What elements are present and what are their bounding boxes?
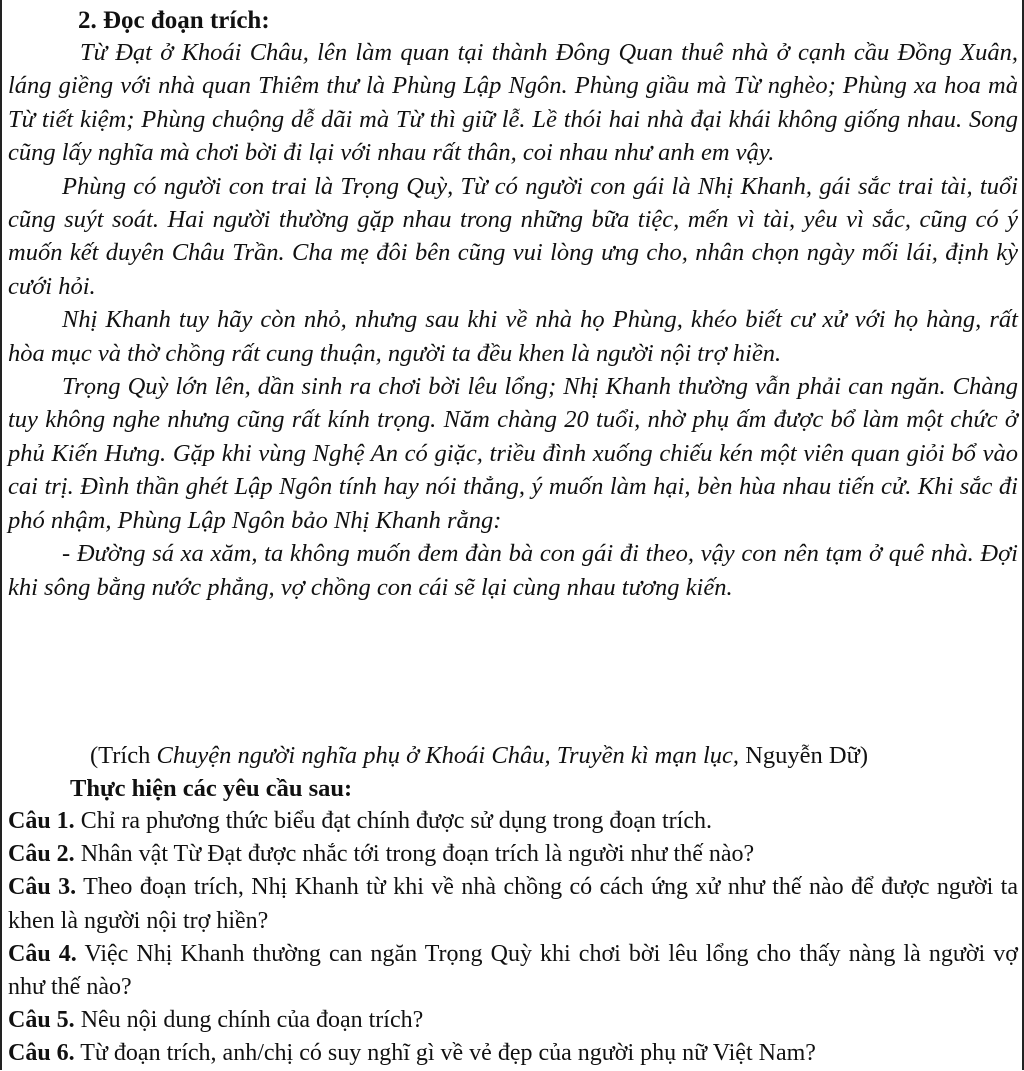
question-text: Từ đoạn trích, anh/chị có suy nghĩ gì về vẻ đẹp của người phụ nữ Việt Nam? — [74, 1040, 816, 1067]
citation-work: Chuyện người nghĩa phụ ở Khoái Châu, Truyền kì mạn lục, — [156, 742, 740, 769]
passage-paragraph-4: Trọng Quỳ lớn lên, dần sinh ra chơi bời lêu lổng; Nhị Khanh thường vẫn phải can ngăn. Chàng tuy không nghe nhưng cũng rất kính trọng. Năm chàng 20 tuổi, nhờ phụ ấm được bổ làm một chức ở phủ Kiến Hưng. Gặp khi vùng Nghệ An có giặc, triều đình xuống chiếu kén một viên quan giỏi bổ vào cai trị. Đình thần ghét Lập Ngôn tính hay nói thẳng, ý muốn làm hại, bèn hùa nhau tiến cử. Khi sắc đi phó nhậm, Phùng Lập Ngôn bảo Nhị Khanh rằng: — [8, 373, 1018, 534]
question-item — [8, 838, 1018, 871]
question-item — [8, 1004, 1018, 1037]
question-label: Câu 2. — [8, 841, 75, 868]
source-citation — [90, 739, 868, 772]
passage-paragraph-3: Nhị Khanh tuy hãy còn nhỏ, nhưng sau khi về nhà họ Phùng, khéo biết cư xử với họ hàng, rất hòa mục và thờ chồng rất cung thuận, người ta đều khen là người nội trợ hiền. — [8, 306, 1018, 367]
passage-paragraph-5: - Đường sá xa xăm, ta không muốn đem đàn bà con gái đi theo, vậy con nên tạm ở quê nhà. Đợi khi sông bằng nước phẳng, vợ chồng con cái sẽ lại cùng nhau tương kiến. — [8, 540, 1018, 601]
question-text: Việc Nhị Khanh thường can ngăn Trọng Quỳ khi chơi bời lêu lổng cho thấy nàng là người vợ như thế nào? — [8, 940, 1018, 1001]
excerpt-passage — [8, 36, 1018, 604]
question-item — [8, 805, 1018, 838]
question-label: Câu 5. — [8, 1007, 75, 1034]
section-heading: 2. Đọc đoạn trích: — [78, 7, 270, 34]
question-text: Nhân vật Từ Đạt được nhắc tới trong đoạn trích là người như thế nào? — [74, 841, 755, 868]
question-label: Câu 3. — [8, 874, 77, 901]
question-label: Câu 4. — [8, 940, 77, 967]
question-label: Câu 1. — [8, 808, 75, 834]
passage-paragraph-2: Phùng có người con trai là Trọng Quỳ, Từ có người con gái là Nhị Khanh, gái sắc trai tài, tuổi cũng suýt soát. Hai người thường gặp nhau trong những bữa tiệc, mến vì tài, yêu vì sắc, cũng có ý muốn kết duyên Châu Trần. Cha mẹ đôi bên cũng vui lòng ưng cho, nhân chọn ngày mối lái, định kỳ cưới hỏi. — [8, 172, 1018, 300]
tasks-title: Thực hiện các yêu cầu sau: — [70, 775, 353, 802]
question-text: Chỉ ra phương thức biểu đạt chính được sử dụng trong đoạn trích. — [74, 808, 712, 834]
question-item — [8, 871, 1018, 937]
question-label: Câu 6. — [8, 1040, 75, 1067]
question-list — [8, 805, 1018, 1071]
question-item — [8, 1037, 1018, 1070]
question-item — [8, 938, 1018, 1004]
citation-open: (Trích — [90, 742, 157, 769]
citation-author: Nguyễn Dữ) — [739, 742, 869, 769]
question-text: Nêu nội dung chính của đoạn trích? — [74, 1007, 424, 1034]
question-text: Theo đoạn trích, Nhị Khanh từ khi về nhà chồng có cách ứng xử như thế nào để được người ta khen là người nội trợ hiền? — [8, 874, 1019, 934]
passage-paragraph-1: Từ Đạt ở Khoái Châu, lên làm quan tại thành Đông Quan thuê nhà ở cạnh cầu Đồng Xuân, láng giềng với nhà quan Thiêm thư là Phùng Lập Ngôn. Phùng giầu mà Từ nghèo; Phùng xa hoa mà Từ tiết kiệm; Phùng chuộng dễ dãi mà Từ thì giữ lễ. Lề thói hai nhà đại khái không giống nhau. Song cũng lấy nghĩa mà chơi bời đi lại với nhau rất thân, coi nhau như anh em vậy. — [8, 39, 1018, 167]
